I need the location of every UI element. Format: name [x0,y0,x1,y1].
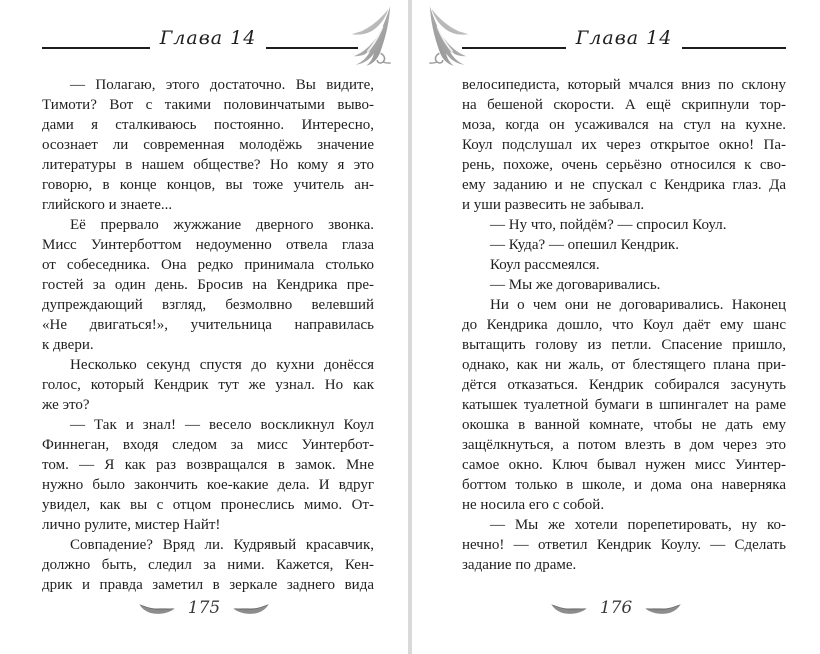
chapter-title: Глава 14 [566,26,683,50]
wing-ornament-icon [424,5,474,67]
text-line: однако, как ни жаль, от блестящего плана при- [462,357,786,373]
text-line: голос, который Кендрик тут же узнал. Но как [42,377,374,393]
page-number: 175 [187,598,221,618]
text-line: катышек туалетной бумаги в шпингалет на раме [462,397,786,413]
feather-icon [550,601,588,616]
text-line: ему заданию и не спускал с Кендрика глаз. Да [462,177,786,193]
text-line: и уши развесить не забывал. [462,197,645,213]
text-line: дётся отказаться. Кендрик собирался засунуть [462,377,786,393]
text-line: дами я сталкиваюсь постоянно. Интересно, [42,117,374,133]
chapter-header [462,26,786,50]
text-line: Коул рассмеялся. [490,257,600,273]
text-line: к двери. [42,337,94,353]
wing-ornament-icon [346,5,396,67]
text-line: рень, похоже, очень серьёзно относился к сво- [462,157,786,173]
page-footer [412,596,820,620]
text-line: Финнеган, входя следом за мисс Уинтербот- [42,437,374,453]
text-line: Коул подслушал их через открытое окно! Па- [462,137,786,153]
text-line: моза, когда он усаживался на стул на кухне. [462,117,786,133]
text-line: от собеседника. Она редко принимала столько [42,257,374,273]
text-line: «Не двигаться!», учительница направилась [42,317,374,333]
text-line: — Так и знал! — весело воскликнул Коул [70,417,374,433]
text-line: на бешеной скорости. А ещё скрипнули тор- [462,97,786,113]
page-footer [0,596,408,620]
text-line: Совпадение? Вряд ли. Кудрявый красавчик, [70,537,374,553]
text-line: том. — Я как раз возвращался в замок. Мне [42,457,374,473]
page-left [0,0,408,654]
text-line: самое окно. Ключ бывал нужен мисс Уинтер- [462,457,786,473]
text-line: защёлкнуться, а потом влезть в дом через это [462,437,786,453]
text-line: боттом только в школе, и дома она наверняка [462,477,786,493]
text-line: нужно было закончить кое-какие дела. И вдруг [42,477,374,493]
chapter-title: Глава 14 [150,26,267,50]
text-line: Несколько секунд спустя до кухни донёсся [70,357,374,373]
text-line: увидел, как вы с отцом пронеслись мимо. От- [42,497,374,513]
text-line: нечно! — ответил Кендрик Коулу. — Сделать [462,537,786,553]
feather-icon [644,601,682,616]
text-line: — Полагаю, этого достаточно. Вы видите, [70,77,374,93]
text-line: Ни о чем они не договаривались. Наконец [490,297,786,313]
page-body [462,75,786,575]
text-line: — Куда? — опешил Кендрик. [490,237,679,253]
text-line: Мисс Уинтерботтом недоуменно отвела глаза [42,237,374,253]
text-line: говорю, в конце концов, вы тоже учитель ан- [42,177,374,193]
text-line: — Ну что, пойдём? — спросил Коул. [490,217,727,233]
text-line: глийского и знаете... [42,197,173,213]
text-line: не носила его с собой. [462,497,605,513]
text-line: дупреждающий взгляд, безмолвно велевший [42,297,374,313]
text-line: гостей за один день. Бросив на Кендрика пре- [42,277,374,293]
chapter-header [42,26,374,50]
text-line: Её прервало жужжание дверного звонка. [70,217,374,233]
page-number: 176 [599,598,633,618]
text-line: — Мы же хотели порепетировать, ну ко- [490,517,786,533]
text-line: — Мы же договаривались. [490,277,661,293]
page-right [412,0,820,654]
text-line: вытащить голову из петли. Спасение пришло, [462,337,786,353]
text-line: осознает ли современная молодёжь значение [42,137,374,153]
page-body [42,75,374,595]
text-line: лично рулите, мистер Найт! [42,517,221,533]
text-line: Тимоти? Вот с такими половинчатыми выво- [42,97,374,113]
text-line: дрик и правда заметил в зеркале заднего вида [42,577,374,593]
text-line: велосипедиста, который мчался вниз по склону [462,77,786,93]
text-line: же это? [42,397,90,413]
text-line: до Кендрика дошло, что Коул даёт ему шанс [462,317,786,333]
text-line: литературы в нашем обществе? Но кому я это [42,157,374,173]
text-line: задание по драме. [462,557,577,573]
text-line: окошка в ванной комнате, чтобы не дать ему [462,417,786,433]
text-line: должно быть, следил за ними. Кажется, Кен- [42,557,374,573]
feather-icon [232,601,270,616]
feather-icon [138,601,176,616]
